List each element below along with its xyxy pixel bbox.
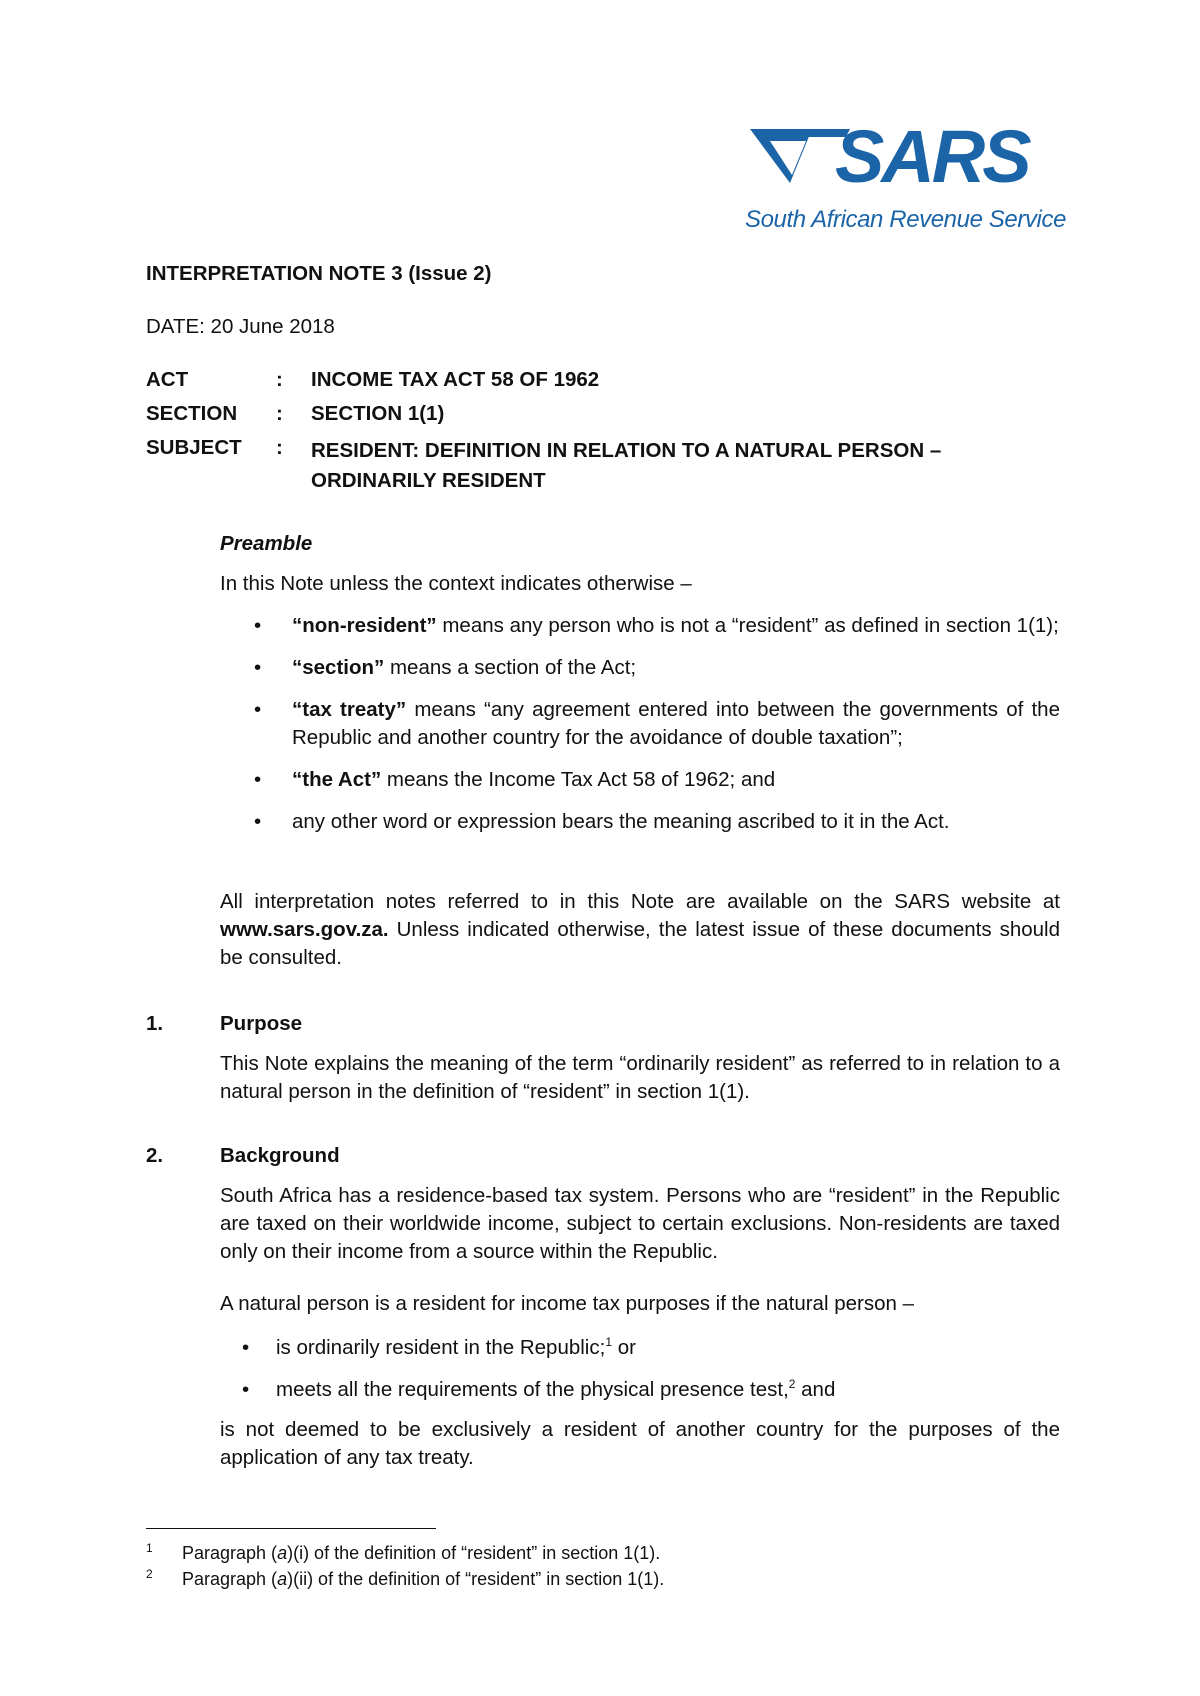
footnote-italic: a — [277, 1543, 288, 1563]
bullet-icon: • — [254, 810, 262, 833]
meta-value: SECTION 1(1) — [311, 402, 445, 425]
footnote-ref[interactable]: 1 — [605, 1335, 612, 1350]
bullet-icon: • — [242, 1378, 250, 1401]
meta-value: RESIDENT: DEFINITION IN RELATION TO A NATURAL PERSON – ORDINARILY RESIDENT — [311, 439, 942, 492]
definition-term: “the Act” — [292, 768, 382, 791]
notes-text: Unless indicated otherwise, the latest issue of these documents should be consulted. — [220, 918, 1060, 969]
definition-text: any other word or expression bears the meaning ascribed to it in the Act. — [292, 810, 950, 833]
resident-criteria-list — [242, 1334, 1056, 1404]
footnote-1 — [146, 1540, 1046, 1566]
footnote-ref[interactable]: 2 — [788, 1377, 796, 1392]
notes-paragraph — [220, 888, 1060, 972]
sars-logo — [745, 115, 1067, 240]
purpose-paragraph: This Note explains the meaning of the term “ordinarily resident” as referred to in relation to a natural person in the definition of “resident” in section 1(1). — [220, 1052, 1060, 1103]
bullet-icon: • — [254, 768, 262, 791]
criteria-text: or — [612, 1336, 636, 1359]
criteria-text: is ordinarily resident in the Republic; — [276, 1336, 606, 1359]
list-item — [254, 766, 1060, 794]
meta-separator: : — [276, 436, 283, 459]
list-item — [254, 808, 1060, 836]
meta-label: ACT — [146, 368, 189, 391]
definitions-list — [254, 612, 1060, 850]
list-item — [242, 1376, 1056, 1404]
bullet-icon: • — [254, 656, 262, 679]
preamble-heading: Preamble — [220, 532, 313, 555]
meta-row-act — [146, 368, 1046, 402]
section-number: 2. — [146, 1144, 164, 1167]
definition-text: means the Income Tax Act 58 of 1962; and — [381, 768, 776, 791]
background-paragraph: South Africa has a residence-based tax system. Persons who are “resident” in the Republic are taxed on their worldwide income, subject to certain exclusions. Non-residents are taxed only on their income from a source within the Republic. — [220, 1184, 1060, 1263]
footnote-text-part: )(ii) of the definition of “resident” in section 1(1). — [287, 1569, 665, 1589]
section-number: 1. — [146, 1012, 164, 1035]
section-heading-purpose: Purpose — [220, 1012, 303, 1035]
footnotes — [146, 1540, 1046, 1592]
list-item — [254, 696, 1060, 752]
meta-separator: : — [276, 402, 283, 425]
footnote-text — [182, 1540, 660, 1566]
list-item — [254, 654, 1060, 682]
bullet-icon: • — [242, 1336, 250, 1359]
definition-term: “tax treaty” — [292, 698, 407, 721]
footnote-divider — [146, 1528, 436, 1529]
closing-paragraph: is not deemed to be exclusively a resident of another country for the purposes of the application of any tax treaty. — [220, 1418, 1060, 1469]
logo-tagline: South African Revenue Service — [745, 206, 1067, 233]
footnote-number: 1 — [146, 1541, 153, 1555]
logo-wordmark: SARS — [835, 115, 1029, 198]
meta-table — [146, 368, 1046, 496]
meta-value: INCOME TAX ACT 58 OF 1962 — [311, 368, 600, 391]
document-date: DATE: 20 June 2018 — [146, 315, 335, 338]
definition-text: means a section of the Act; — [384, 656, 637, 679]
footnote-text-part: )(i) of the definition of “resident” in section 1(1). — [287, 1543, 661, 1563]
definition-text: means “any agreement entered into between the governments of the Republic and another country for the avoidance of double taxation”; — [292, 698, 1060, 749]
sars-website-link[interactable]: www.sars.gov.za. — [220, 918, 389, 941]
section-heading-background: Background — [220, 1144, 340, 1167]
meta-separator: : — [276, 368, 283, 391]
criteria-text: meets all the requirements of the physical presence test, — [276, 1378, 789, 1401]
footnote-text-part: Paragraph ( — [182, 1569, 278, 1589]
criteria-text: and — [795, 1378, 836, 1401]
footnote-italic: a — [277, 1569, 288, 1589]
definition-term: “non-resident” — [292, 614, 437, 637]
document-title: INTERPRETATION NOTE 3 (Issue 2) — [146, 262, 492, 285]
bullet-icon: • — [254, 698, 262, 721]
list-item — [242, 1334, 1056, 1362]
notes-text: All interpretation notes referred to in this Note are available on the SARS website at — [220, 890, 1060, 913]
meta-row-section — [146, 402, 1046, 436]
list-item — [254, 612, 1060, 640]
definition-term: “section” — [292, 656, 385, 679]
meta-row-subject — [146, 436, 1046, 496]
preamble-intro: In this Note unless the context indicates otherwise – — [220, 572, 692, 595]
footnote-text — [182, 1566, 664, 1592]
footnote-2 — [146, 1566, 1046, 1592]
footnote-text-part: Paragraph ( — [182, 1543, 278, 1563]
definition-text: means any person who is not a “resident” as defined in section 1(1); — [436, 614, 1059, 637]
footnote-number: 2 — [146, 1567, 153, 1581]
bullet-icon: • — [254, 614, 262, 637]
meta-label: SUBJECT — [146, 436, 242, 459]
meta-label: SECTION — [146, 402, 238, 425]
background-paragraph-2: A natural person is a resident for income tax purposes if the natural person – — [220, 1292, 914, 1315]
